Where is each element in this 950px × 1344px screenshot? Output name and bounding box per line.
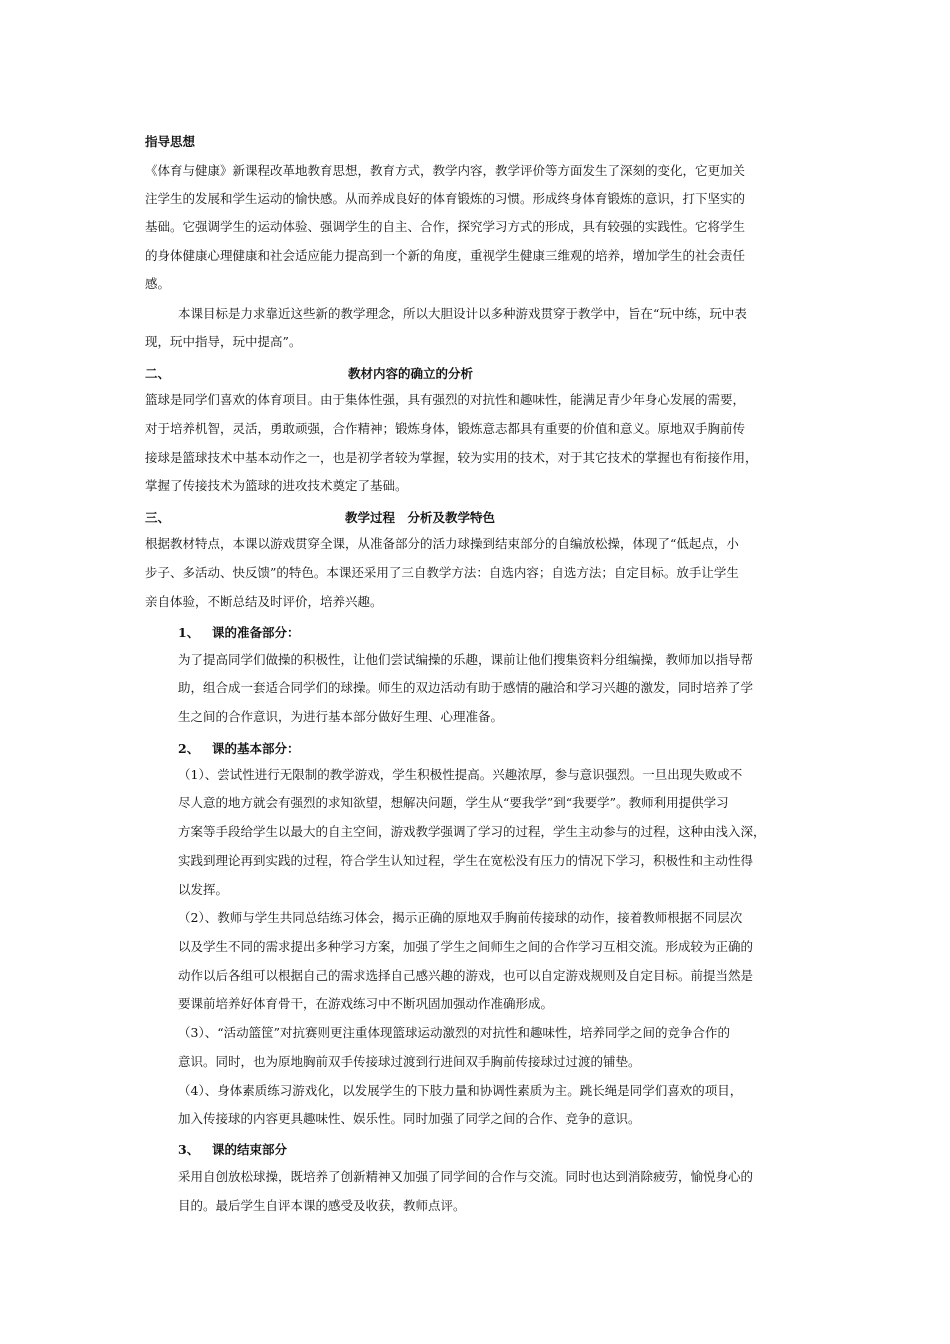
paragraph-line: 采用自创放松球操，既培养了创新精神又加强了同学间的合作与交流。同时也达到消除疲劳，愉悦身心的 — [178, 1169, 754, 1184]
section-number: 三、 — [145, 510, 171, 525]
paragraph-line: 的身体健康心理健康和社会适应能力提高到一个新的角度，重视学生健康三维观的培养，增加学生的社会责任 — [145, 248, 746, 263]
paragraph-line: 对于培养机智，灵活，勇敢顽强，合作精神；锻炼身体，锻炼意志都具有重要的价值和意义。原地双手胸前传 — [145, 421, 746, 436]
subsection-title: 课的准备部分： — [212, 625, 300, 640]
paragraph-line: （2）、教师与学生共同总结练习体会，揭示正确的原地双手胸前传接球的动作，接着教师根据不同层次 — [178, 910, 743, 925]
paragraph-line: 注学生的发展和学生运动的愉快感。从而养成良好的体育锻炼的习惯。形成终身体育锻炼的意识，打下坚实的 — [145, 191, 746, 206]
paragraph-line: 生之间的合作意识，为进行基本部分做好生理、心理准备。 — [178, 709, 504, 724]
paragraph-line: 感。 — [145, 276, 171, 291]
paragraph-line: 助，组合成一套适合同学们的球操。师生的双边活动有助于感情的融洽和学习兴趣的激发，同时培养了学 — [178, 680, 754, 695]
paragraph-line: 亲自体验，不断总结及时评价，培养兴趣。 — [145, 594, 383, 609]
paragraph-line: 以发挥。 — [178, 882, 229, 897]
paragraph-line: 加入传接球的内容更具趣味性、娱乐性。同时加强了同学之间的合作、竞争的意识。 — [178, 1111, 641, 1126]
subsection-number: 1、 — [178, 625, 200, 640]
paragraph-line: 步子、多活动、快反馈”的特色。本课还采用了三自教学方法：自选内容；自选方法；自定目标。放手让学生 — [145, 565, 739, 580]
paragraph-line: 为了提高同学们做操的积极性，让他们尝试编操的乐趣，课前让他们搜集资料分组编操，教师加以指导帮 — [178, 652, 754, 667]
paragraph-line: 篮球是同学们喜欢的体育项目。由于集体性强，具有强烈的对抗性和趣味性，能满足青少年身心发展的需要， — [145, 392, 746, 407]
paragraph-line: 本课目标是力求靠近这些新的教学理念，所以大胆设计以多种游戏贯穿于教学中，旨在“玩中练，玩中表 — [178, 306, 747, 321]
section-title: 教学过程 分析及教学特色 — [345, 510, 496, 525]
paragraph-line: 方案等手段给学生以最大的自主空间，游戏教学强调了学习的过程，学生主动参与的过程，这种由浅入深， — [178, 824, 766, 839]
paragraph-line: 《体育与健康》新课程改革地教育思想，教育方式，教学内容，教学评价等方面发生了深刻的变化，它更加关 — [145, 163, 746, 178]
paragraph-line: 根据教材特点，本课以游戏贯穿全课，从准备部分的活力球操到结束部分的自编放松操，体现了“低起点，小 — [145, 536, 739, 551]
paragraph-line: （1）、尝试性进行无限制的教学游戏，学生积极性提高。兴趣浓厚，参与意识强烈。一旦出现失败或不 — [178, 767, 743, 782]
paragraph-line: 基础。它强调学生的运动体验、强调学生的自主、合作，探究学习方式的形成，具有较强的实践性。它将学生 — [145, 219, 746, 234]
paragraph-line: 要课前培养好体育骨干，在游戏练习中不断巩固加强动作准确形成。 — [178, 996, 554, 1011]
subsection-title: 课的结束部分 — [212, 1142, 288, 1157]
paragraph-line: 以及学生不同的需求提出多种学习方案，加强了学生之间师生之间的合作学习互相交流。形成较为正确的 — [178, 939, 754, 954]
section-title-guiding-thought: 指导思想 — [145, 134, 196, 149]
paragraph-line: 意识。同时，也为原地胸前双手传接球过渡到行进间双手胸前传接球过过渡的铺垫。 — [178, 1054, 641, 1069]
paragraph-line: 目的。最后学生自评本课的感受及收获，教师点评。 — [178, 1198, 466, 1213]
paragraph-line: 接球是篮球技术中基本动作之一，也是初学者较为掌握，较为实用的技术，对于其它技术的掌握也有衔接作用， — [145, 450, 758, 465]
subsection-number: 3、 — [178, 1142, 200, 1157]
subsection-title: 课的基本部分： — [212, 741, 300, 756]
section-number: 二、 — [145, 366, 171, 381]
section-title: 教材内容的确立的分析 — [348, 366, 474, 381]
subsection-number: 2、 — [178, 741, 200, 756]
paragraph-line: 尽人意的地方就会有强烈的求知欲望，想解决问题，学生从“要我学”到“我要学”。教师利用提供学习 — [178, 795, 729, 810]
paragraph-line: 动作以后各组可以根据自己的需求选择自己感兴趣的游戏，也可以自定游戏规则及自定目标。前提当然是 — [178, 968, 754, 983]
paragraph-line: 现，玩中指导，玩中提高”。 — [145, 334, 302, 349]
paragraph-line: 实践到理论再到实践的过程，符合学生认知过程，学生在宽松没有压力的情况下学习，积极性和主动性得 — [178, 853, 754, 868]
paragraph-line: 掌握了传接技术为篮球的进攻技术奠定了基础。 — [145, 478, 408, 493]
paragraph-line: （4）、身体素质练习游戏化，以发展学生的下肢力量和协调性素质为主。跳长绳是同学们喜欢的项目， — [178, 1083, 743, 1098]
paragraph-line: （3）、“活动篮筐”对抗赛则更注重体现篮球运动激烈的对抗性和趣味性，培养同学之间的竞争合作的 — [178, 1025, 730, 1040]
